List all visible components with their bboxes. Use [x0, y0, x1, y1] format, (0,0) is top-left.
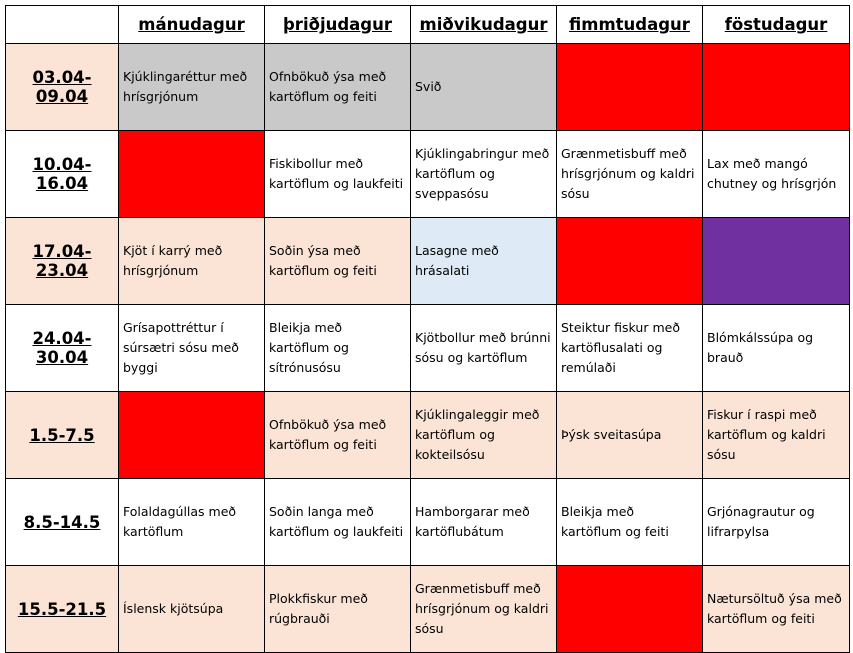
- table-row: [6, 218, 850, 305]
- table-row: [6, 131, 850, 218]
- table-row: [6, 566, 850, 653]
- closed-cell: [557, 218, 703, 305]
- closed-cell: [119, 131, 265, 218]
- table-row: [6, 479, 850, 566]
- meal-cell: Steiktur fiskur með kartöflusalati og remúlaði: [557, 305, 703, 392]
- meal-cell: Ofnbökuð ýsa með kartöflum og feiti: [265, 392, 411, 479]
- day-header-thursday: fimmtudagur: [557, 6, 703, 44]
- meal-cell: Grjónagrautur og lifrarpylsa: [703, 479, 850, 566]
- meal-cell: Þýsk sveitasúpa: [557, 392, 703, 479]
- week-label: 24.04-30.04: [6, 305, 119, 392]
- meal-cell: Blómkálssúpa og brauð: [703, 305, 850, 392]
- closed-cell: [557, 566, 703, 653]
- day-header-tuesday: þriðjudagur: [265, 6, 411, 44]
- weekly-menu-table: [5, 5, 850, 653]
- meal-cell: Fiskibollur með kartöflum og laukfeiti: [265, 131, 411, 218]
- week-label: 1.5-7.5: [6, 392, 119, 479]
- closed-cell: [703, 44, 850, 131]
- closed-cell: [119, 392, 265, 479]
- meal-cell: Bleikja með kartöflum og feiti: [557, 479, 703, 566]
- week-label: 03.04-09.04: [6, 44, 119, 131]
- meal-cell: Lax með mangó chutney og hrísgrjón: [703, 131, 850, 218]
- meal-cell: Soðin ýsa með kartöflum og feiti: [265, 218, 411, 305]
- meal-cell: Soðin langa með kartöflum og laukfeiti: [265, 479, 411, 566]
- corner-cell: [6, 6, 119, 44]
- closed-cell: [557, 44, 703, 131]
- meal-cell: Plokkfiskur með rúgbrauði: [265, 566, 411, 653]
- meal-cell: Grænmetisbuff með hrísgrjónum og kaldri sósu: [557, 131, 703, 218]
- table-row: [6, 305, 850, 392]
- header-row: [6, 6, 850, 44]
- day-header-friday: föstudagur: [703, 6, 850, 44]
- meal-cell: Kjöt í karrý með hrísgrjónum: [119, 218, 265, 305]
- special-cell: [703, 218, 850, 305]
- week-label: 10.04-16.04: [6, 131, 119, 218]
- meal-cell: Kjúklingabringur með kartöflum og sveppasósu: [411, 131, 557, 218]
- meal-cell: Bleikja með kartöflum og sítrónusósu: [265, 305, 411, 392]
- meal-cell: Svið: [411, 44, 557, 131]
- meal-cell: Hamborgarar með kartöflubátum: [411, 479, 557, 566]
- week-label: 17.04-23.04: [6, 218, 119, 305]
- table-row: [6, 44, 850, 131]
- day-header-wednesday: miðvikudagur: [411, 6, 557, 44]
- week-label: 8.5-14.5: [6, 479, 119, 566]
- meal-cell: Grísapottréttur í súrsætri sósu með byggi: [119, 305, 265, 392]
- meal-cell: Ofnbökuð ýsa með kartöflum og feiti: [265, 44, 411, 131]
- table-row: [6, 392, 850, 479]
- meal-cell: Lasagne með hrásalati: [411, 218, 557, 305]
- day-header-monday: mánudagur: [119, 6, 265, 44]
- meal-cell: Kjúklingaleggir með kartöflum og kokteilsósu: [411, 392, 557, 479]
- week-label: 15.5-21.5: [6, 566, 119, 653]
- meal-cell: Kjötbollur með brúnni sósu og kartöflum: [411, 305, 557, 392]
- meal-cell: Íslensk kjötsúpa: [119, 566, 265, 653]
- meal-cell: Grænmetisbuff með hrísgrjónum og kaldri sósu: [411, 566, 557, 653]
- meal-cell: Nætursöltuð ýsa með kartöflum og feiti: [703, 566, 850, 653]
- meal-cell: Fiskur í raspi með kartöflum og kaldri sósu: [703, 392, 850, 479]
- meal-cell: Folaldagúllas með kartöflum: [119, 479, 265, 566]
- meal-cell: Kjúklingaréttur með hrísgrjónum: [119, 44, 265, 131]
